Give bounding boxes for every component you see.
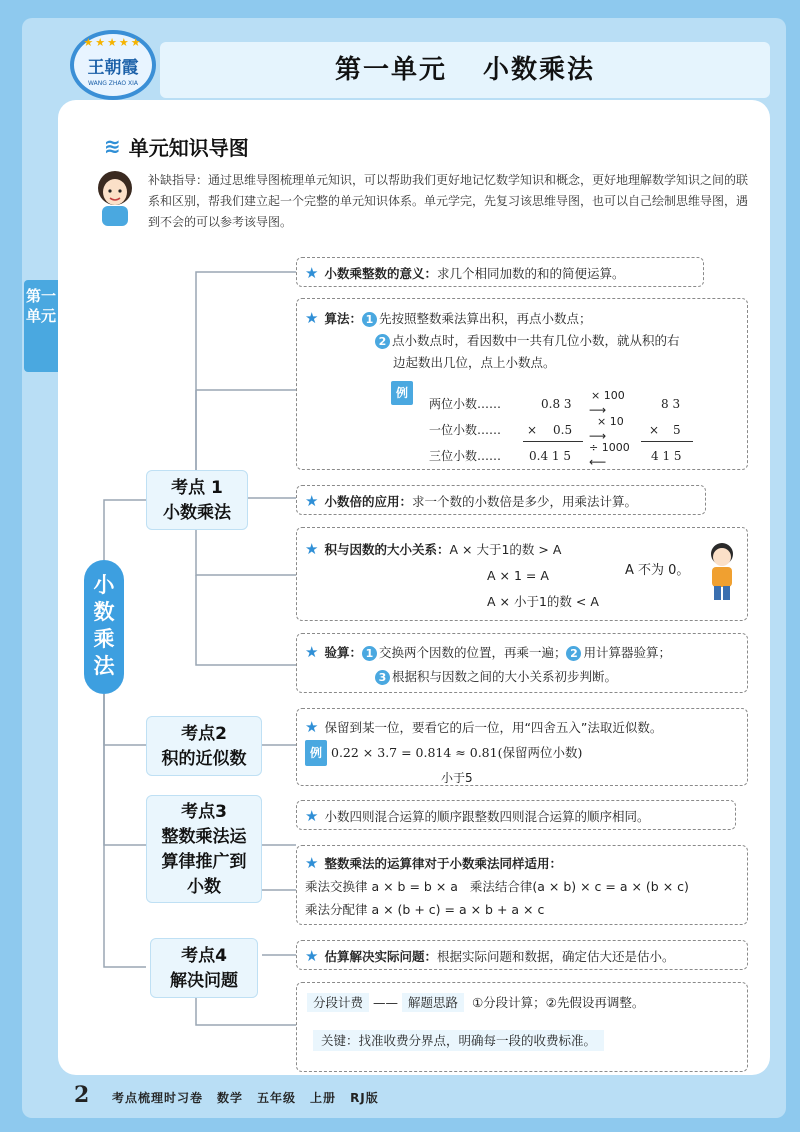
b3-head: 小数倍的应用： [324, 494, 412, 509]
kp1-title: 小数乘法 [163, 503, 231, 523]
b9-head: 估算解决实际问题： [324, 949, 437, 964]
arrow-left-icon: ⟵ [589, 455, 607, 469]
boy-illustration-icon [704, 540, 740, 600]
dash-icon: —— [373, 995, 398, 1010]
star-icon: ★ [305, 492, 319, 510]
box-product-factor-relation [296, 527, 748, 621]
divider [641, 441, 693, 442]
kp1-label: 考点 1 [171, 478, 223, 498]
b8-associative: 乘法结合律(a × b) × c = a × (b × c) [469, 879, 689, 894]
box-verification [296, 633, 748, 693]
b8-head: 整数乘法的运算律对于小数乘法同样适用： [324, 856, 562, 871]
kp4-node [150, 938, 258, 998]
b4-line2: A × 1 = A [487, 568, 549, 583]
star-icon: ★ [305, 718, 319, 736]
root-node [84, 560, 124, 694]
arrow-right-icon: ⟶ [589, 403, 607, 417]
b7-text: 小数四则混合运算的顺序跟整数四则混合运算的顺序相同。 [324, 809, 650, 824]
root-char: 小 [93, 573, 115, 597]
b2-step1: 先按照整数乘法算出积，再点小数点； [378, 311, 592, 326]
b3-text: 求一个数的小数倍是多少，用乘法计算。 [411, 494, 637, 509]
divider [523, 441, 583, 442]
star-icon: ★ [305, 540, 319, 558]
box-multiply-integer-meaning [296, 257, 704, 287]
box-algorithm [296, 298, 748, 470]
kp4-label: 考点4 [181, 946, 227, 966]
row1-label: 两位小数…… [429, 397, 502, 411]
star-icon: ★ [305, 854, 319, 872]
b4-note: A 不为 0。 [625, 563, 690, 578]
b5-step3: 根据积与因数之间的大小关系初步判断。 [392, 669, 618, 684]
box-approximation [296, 708, 748, 786]
example-tag: 例 [391, 381, 413, 405]
b6-note: 小于5 [441, 771, 473, 785]
b10-steps: ①分段计算；②先假设再调整。 [471, 995, 645, 1010]
row3-op: ÷ 1000 [589, 441, 630, 454]
row2-op: × 10 [597, 415, 624, 428]
arrow-right-icon: ⟶ [589, 429, 607, 443]
root-char: 法 [93, 654, 115, 678]
box-estimation [296, 940, 748, 970]
kp2-node [146, 716, 262, 776]
kp3-title: 整数乘法运 [161, 827, 247, 847]
box-operation-laws [296, 845, 748, 925]
b5-head: 验算： [324, 645, 362, 660]
b2-step2b: 边起数出几位，点上小数点。 [393, 355, 556, 370]
b4-line3: A × 小于1的数 < A [487, 594, 599, 609]
star-icon: ★ [305, 643, 319, 661]
b2-head: 算法： [324, 311, 362, 326]
root-char: 乘 [93, 627, 115, 651]
box-tiered-pricing [296, 982, 748, 1072]
b1-head: 小数乘整数的意义： [324, 266, 437, 281]
row2-sign: × [527, 423, 538, 437]
b8-distributive: 乘法分配律 a × (b + c) = a × b + a × c [305, 902, 545, 917]
kp3-label: 考点3 [181, 802, 227, 822]
footer-edition: RJ版 [350, 1091, 379, 1105]
wave-icon: ≋ [104, 134, 121, 158]
num-badge: 2 [566, 646, 581, 661]
b6-example: 0.22 × 3.7 = 0.814 ≈ 0.81(保留两位小数) [331, 745, 583, 760]
b1-text: 求几个相同加数的和的简便运算。 [436, 266, 625, 281]
row1-result: 8 3 [661, 397, 681, 411]
example-tag: 例 [305, 740, 327, 766]
row2-result: 5 [673, 423, 681, 437]
kp3-title: 小数 [187, 877, 221, 897]
row3-label: 三位小数…… [429, 449, 502, 463]
unit-label: 第一单元 [334, 55, 447, 85]
star-icon: ★ [305, 264, 319, 282]
num-badge: 2 [375, 334, 390, 349]
intro-text: 补缺指导：通过思维导图梳理单元知识，可以帮助我们更好地记忆数学知识和概念，更好地理解数学知识之间的联系和区别，帮我们建立起一个完整的单元知识体系。单元学完，先复习该思维导图，也可以自己绘制思维导图，遇到不会的可以参考该导图。 [148, 173, 749, 229]
root-char: 数 [93, 600, 115, 624]
kp2-title: 积的近似数 [161, 749, 247, 769]
tab-line2: 单元 [25, 307, 56, 325]
row2-label: 一位小数…… [429, 423, 502, 437]
kp2-label: 考点2 [181, 724, 227, 744]
footer-subject: 数学 [217, 1091, 244, 1105]
section-title: 单元知识导图 [128, 135, 249, 160]
footer-book: 考点梳理时习卷 [112, 1091, 204, 1105]
logo-stars: ★★★★★ [83, 36, 143, 49]
star-icon: ★ [305, 309, 319, 327]
kp1-node [146, 470, 248, 530]
row1-op: × 100 [591, 389, 625, 402]
box-decimal-multiple [296, 485, 706, 515]
star-icon: ★ [305, 947, 319, 965]
num-badge: 1 [362, 312, 377, 327]
box-mixed-operations [296, 800, 736, 830]
b8-commutative: 乘法交换律 a × b = b × a [305, 879, 458, 894]
b9-text: 根据实际问题和数据，确定估大还是估小。 [436, 949, 675, 964]
tab-line1: 第一 [25, 287, 56, 305]
row3-result: 4 1 5 [651, 449, 682, 463]
footer-grade: 五年级 [257, 1091, 297, 1105]
b5-step2: 用计算器验算； [583, 645, 671, 660]
b5-step1: 交换两个因数的位置，再乘一遍； [378, 645, 567, 660]
row3-value: 0.4 1 5 [529, 449, 571, 463]
b10-key: 关键：找准收费分界点，明确每一段的收费标准。 [313, 1030, 604, 1051]
num-badge: 3 [375, 670, 390, 685]
star-icon: ★ [305, 807, 319, 825]
kp3-node [146, 795, 262, 903]
page-footer [112, 1089, 393, 1106]
row2-value: 0.5 [553, 423, 573, 437]
b4-head: 积与因数的大小关系： [324, 542, 450, 557]
kp4-title: 解决问题 [170, 971, 238, 991]
topic-label: 小数乘法 [483, 55, 596, 85]
num-badge: 1 [362, 646, 377, 661]
example-calculation [429, 391, 729, 469]
row1-value: 0.8 3 [541, 397, 572, 411]
b2-step2a: 点小数点时，看因数中一共有几位小数，就从积的右 [392, 333, 680, 348]
b10-topic: 分段计费 [307, 993, 369, 1012]
b4-line1: A × 大于1的数 > A [449, 542, 562, 557]
kp3-title: 算律推广到 [161, 852, 247, 872]
b10-approach: 解题思路 [402, 993, 464, 1012]
row2-sign2: × [649, 423, 660, 437]
footer-volume: 上册 [310, 1091, 337, 1105]
b6-text: 保留到某一位，要看它的后一位，用“四舍五入”法取近似数。 [324, 720, 663, 735]
page-number: 2 [74, 1082, 90, 1108]
logo-name: 王朝霞 [87, 58, 139, 78]
logo-sub: WANG ZHAO XIA [88, 80, 138, 87]
